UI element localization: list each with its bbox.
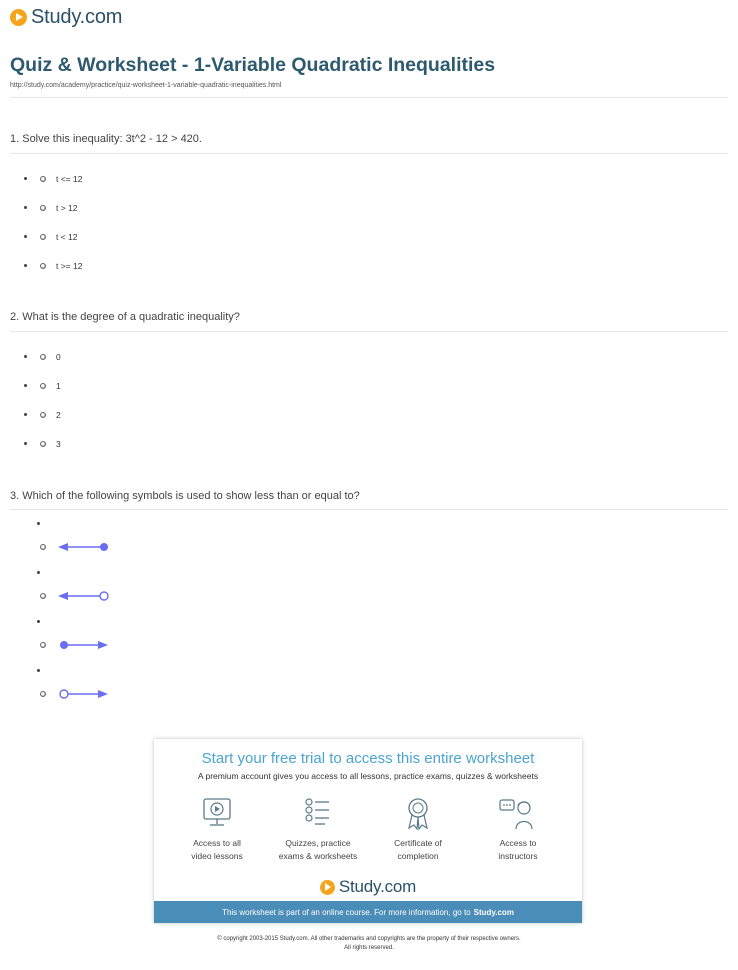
bullet	[24, 206, 27, 209]
logo-text: Study.com	[338, 877, 417, 896]
copyright-line: © copyright 2003-2015 Study.com. All other trademarks and copyrights are the property of their respective owners.	[217, 936, 521, 942]
left-arrow-filled-dot-icon	[58, 540, 112, 554]
bullet	[24, 264, 27, 267]
radio-button[interactable]	[40, 642, 46, 648]
question-3: 3. Which of the following symbols is used to show less than or equal to?	[10, 490, 360, 502]
feature-label: instructors	[498, 851, 538, 861]
divider	[10, 331, 728, 332]
promo-study-logo[interactable]	[154, 877, 582, 897]
answer-option[interactable]	[24, 342, 61, 371]
feature-certificate	[368, 797, 468, 863]
option-label: t <= 12	[56, 173, 83, 184]
divider	[10, 97, 728, 98]
question-3-options	[24, 512, 224, 708]
answer-option[interactable]	[24, 193, 82, 222]
answer-option[interactable]	[24, 164, 82, 193]
feature-label: exams & worksheets	[278, 851, 358, 861]
feature-label: video lessons	[191, 851, 243, 861]
radio-button[interactable]	[40, 593, 46, 599]
question-2: 2. What is the degree of a quadratic inequality?	[10, 311, 240, 323]
feature-video-lessons	[167, 797, 267, 863]
option-label: 3	[56, 438, 61, 449]
answer-option[interactable]	[24, 659, 224, 708]
certificate-icon	[400, 797, 436, 831]
feature-label: Quizzes, practice	[285, 838, 351, 848]
option-label: t >= 12	[56, 260, 83, 271]
radio-button[interactable]	[40, 176, 46, 182]
question-2-options	[24, 342, 61, 458]
feature-quizzes	[268, 797, 368, 863]
copyright	[0, 935, 738, 953]
promo-info-bar	[154, 901, 582, 923]
instructor-icon	[498, 797, 538, 831]
bullet	[37, 522, 40, 525]
feature-label: Certificate of	[394, 838, 442, 848]
radio-button[interactable]	[40, 441, 46, 447]
radio-button[interactable]	[40, 205, 46, 211]
answer-option[interactable]	[24, 371, 61, 400]
divider	[10, 509, 728, 510]
answer-option[interactable]	[24, 222, 82, 251]
play-icon	[10, 9, 27, 26]
option-label: 2	[56, 409, 61, 420]
premium-promo-box[interactable]	[154, 739, 582, 923]
page-title: Quiz & Worksheet - 1-Variable Quadratic Inequalities	[10, 54, 496, 76]
bullet	[24, 235, 27, 238]
feature-label: Access to all	[193, 838, 241, 848]
video-icon	[199, 797, 235, 831]
bullet	[24, 177, 27, 180]
feature-label: completion	[397, 851, 439, 861]
divider	[10, 153, 728, 154]
answer-option[interactable]	[24, 512, 224, 561]
bullet	[24, 413, 27, 416]
answer-option[interactable]	[24, 251, 82, 280]
bullet	[24, 442, 27, 445]
study-logo[interactable]	[10, 6, 122, 28]
radio-button[interactable]	[40, 544, 46, 550]
radio-button[interactable]	[40, 691, 46, 697]
copyright-line: All rights reserved.	[344, 945, 394, 951]
bullet	[24, 384, 27, 387]
radio-button[interactable]	[40, 383, 46, 389]
feature-label: Access to	[499, 838, 537, 848]
play-icon	[320, 880, 335, 895]
quiz-list-icon	[300, 797, 336, 831]
promo-bar-text: This worksheet is part of an online course. For more information, go to	[222, 907, 471, 917]
option-label: t > 12	[56, 202, 78, 213]
answer-option[interactable]	[24, 400, 61, 429]
radio-button[interactable]	[40, 234, 46, 240]
option-label: t < 12	[56, 231, 78, 242]
option-label: 0	[56, 351, 61, 362]
feature-instructors	[468, 797, 568, 863]
right-arrow-filled-dot-icon	[58, 638, 112, 652]
answer-option[interactable]	[24, 429, 61, 458]
answer-option[interactable]	[24, 610, 224, 659]
radio-button[interactable]	[40, 263, 46, 269]
page-url: http://study.com/academy/practice/quiz-worksheet-1-variable-quadratic-inequalities.html	[10, 82, 282, 89]
bullet	[24, 355, 27, 358]
radio-button[interactable]	[40, 354, 46, 360]
study-link[interactable]: Study.com	[473, 907, 514, 917]
right-arrow-open-dot-icon	[58, 687, 112, 701]
option-label: 1	[56, 380, 61, 391]
logo-text: Study.com	[31, 5, 123, 28]
question-1: 1. Solve this inequality: 3t^2 - 12 > 420.	[10, 133, 202, 145]
question-1-options	[24, 164, 82, 280]
promo-subhead: A premium account gives you access to all lessons, practice exams, quizzes & worksheets	[197, 771, 539, 781]
promo-headline[interactable]: Start your free trial to access this entire worksheet	[201, 750, 535, 767]
radio-button[interactable]	[40, 412, 46, 418]
bullet	[37, 620, 40, 623]
left-arrow-open-dot-icon	[58, 589, 112, 603]
answer-option[interactable]	[24, 561, 224, 610]
bullet	[37, 571, 40, 574]
bullet	[37, 669, 40, 672]
